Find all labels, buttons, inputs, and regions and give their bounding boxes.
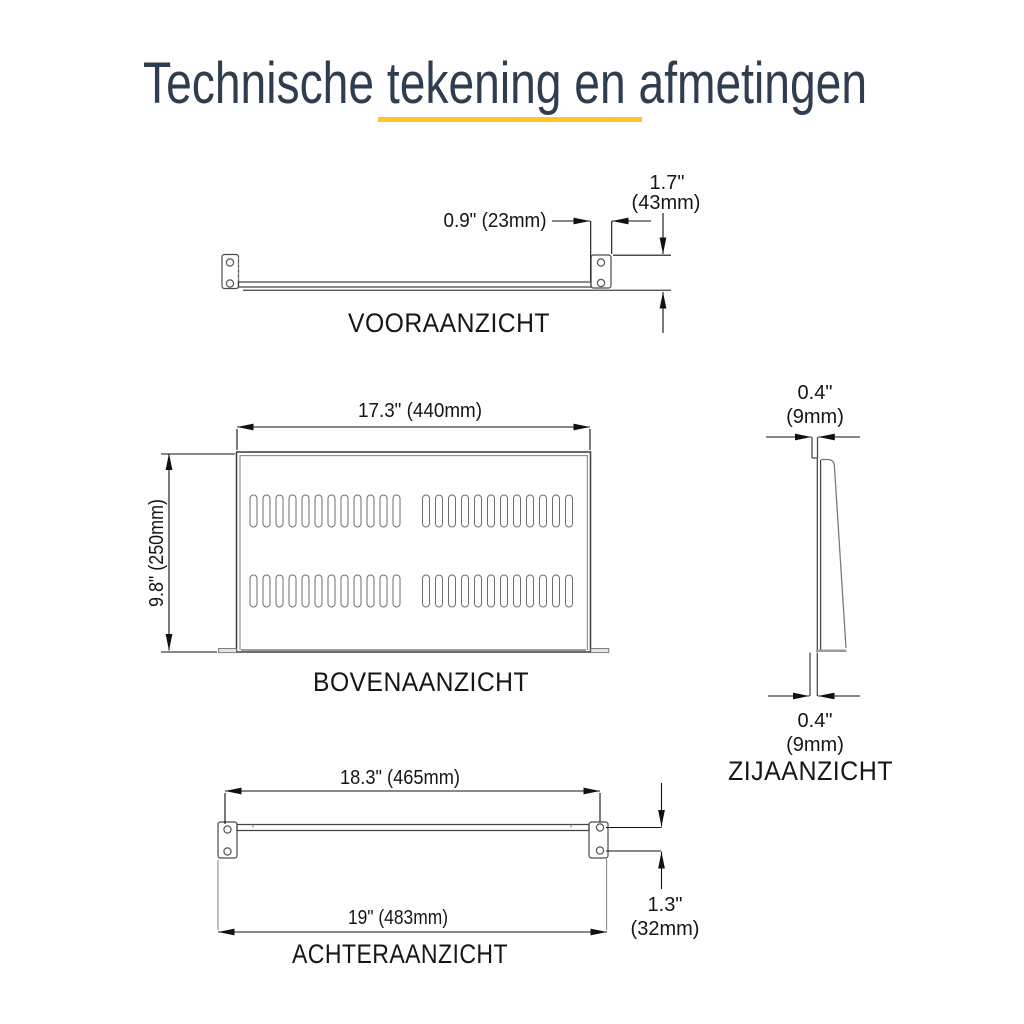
vent-slot [436,575,443,607]
vent-slots [250,495,573,607]
vent-slot [341,575,348,607]
vent-slot [566,575,573,607]
vent-slot [276,575,283,607]
vent-slot [553,575,560,607]
top-view-shape [219,452,609,653]
side-dim-front-in: 0.4" [797,710,833,732]
rear-shelf-bar [237,825,589,831]
side-view-label: ZIJAANZICHT [728,756,893,786]
vent-slot [393,575,400,607]
vent-slot [263,495,270,527]
top-dim-depth: 9.8" (250mm) [146,486,168,607]
side-view [728,382,893,786]
vent-slot [488,575,495,607]
top-view-label: BOVENAANZICHT [313,667,529,697]
top-left-ear-tab [219,649,237,653]
front-view [222,172,700,338]
vent-slot [315,575,322,607]
vent-slot [250,575,257,607]
vent-slot [553,495,560,527]
vent-slot [289,575,296,607]
vent-slot [449,575,456,607]
vent-slot [250,495,257,527]
side-flange-taper [821,460,846,649]
rear-view [218,767,699,969]
rear-left-ear-hole-bottom [224,848,231,855]
vent-slot [302,575,309,607]
vent-slot [449,495,456,527]
rear-dim-total-width: 19" (483mm) [348,907,448,929]
front-shelf-bar [239,282,592,287]
vent-slot [380,575,387,607]
vent-slot [380,495,387,527]
vent-slot [276,495,283,527]
front-dim-height-mm: (43mm) [631,192,701,214]
title-underline [378,117,642,122]
vent-slot [540,495,547,527]
vent-slot [462,575,469,607]
vent-slot [328,495,335,527]
vent-slot [302,495,309,527]
vent-slot [436,495,443,527]
vent-slot [475,495,482,527]
rear-view-label: ACHTERAANZICHT [292,939,508,969]
front-view-label: VOORAANZICHT [348,308,550,338]
top-view-panel [237,452,591,652]
top-right-ear-tab [591,649,609,653]
front-dim-offset: 0.9" (23mm) [443,210,547,232]
rear-dim-hole-spacing-mm: (32mm) [630,918,700,940]
vent-slot [341,495,348,527]
vent-slot [540,575,547,607]
vent-slot [423,575,430,607]
vent-slot [423,495,430,527]
side-dim-rear-in: 0.4" [797,382,833,404]
front-right-ear-hole-top [597,259,604,266]
vent-slot [367,495,374,527]
vent-slot [263,575,270,607]
top-view-dimensions [161,427,590,652]
vent-slot [488,495,495,527]
rear-right-ear-hole-top [596,824,603,831]
vent-slot [527,495,534,527]
vent-slot [514,575,521,607]
vent-slot [527,575,534,607]
vent-slot [315,495,322,527]
page-title: Technische tekening en afmetingen [143,51,867,116]
rear-dim-mount-span: 18.3" (465mm) [340,767,460,789]
vent-slot [354,495,361,527]
rear-view-shape [218,822,608,858]
vent-slot [367,575,374,607]
vent-slot [501,575,508,607]
front-left-ear-hole-bottom [226,280,233,287]
front-view-shape [222,255,671,291]
front-right-ear-hole-bottom [597,279,604,286]
vent-slot [328,575,335,607]
front-dim-height-in: 1.7" [649,172,685,194]
top-view [146,400,609,697]
vent-slot [289,495,296,527]
top-dim-width: 17.3" (440mm) [358,400,482,422]
vent-slot [566,495,573,527]
vent-slot [462,495,469,527]
side-view-dimensions [766,437,860,696]
vent-slot [475,575,482,607]
vent-slot [393,495,400,527]
vent-slot [354,575,361,607]
rear-right-ear-hole-bottom [596,847,603,854]
rear-dim-hole-spacing-in: 1.3" [647,894,683,916]
front-left-ear-hole-top [226,259,233,266]
rear-left-ear-hole-top [224,826,231,833]
side-dim-rear-mm: (9mm) [786,406,844,428]
side-dim-front-mm: (9mm) [786,734,844,756]
vent-slot [514,495,521,527]
vent-slot [501,495,508,527]
side-view-shape [810,437,847,696]
